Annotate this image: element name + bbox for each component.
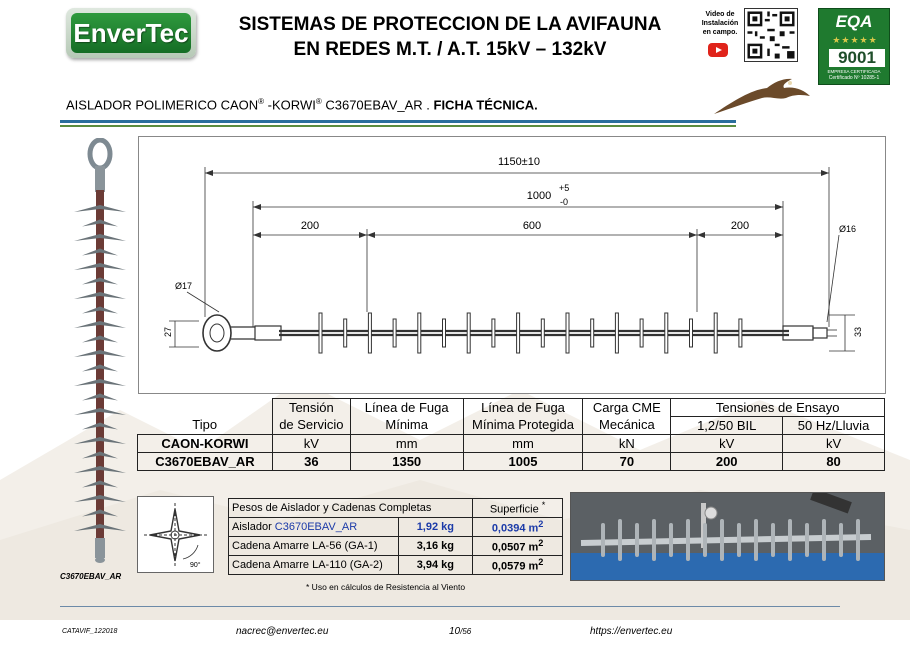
registered-mark: ® bbox=[315, 97, 322, 106]
photo-shed bbox=[652, 519, 656, 561]
drawing-shed bbox=[690, 319, 693, 347]
document-code: CATAVIF_122018 bbox=[62, 628, 118, 635]
table-cell: 1,92 kg bbox=[398, 518, 473, 537]
photo-shed bbox=[669, 523, 673, 557]
table-cell bbox=[473, 556, 563, 575]
insulator-photo bbox=[60, 138, 140, 568]
insulator-caption: C3670EBAV_AR bbox=[60, 572, 122, 581]
table-row bbox=[138, 399, 885, 417]
table-cell: Mínima Protegida bbox=[463, 417, 583, 435]
photo-shed bbox=[856, 519, 860, 561]
drawing-shed bbox=[739, 319, 742, 347]
drawing-shed bbox=[566, 313, 569, 353]
drawing-shed bbox=[517, 313, 520, 353]
drawing-shed bbox=[665, 313, 668, 353]
test-photo bbox=[570, 492, 885, 581]
table-cell bbox=[473, 518, 563, 537]
photo-shed bbox=[788, 519, 792, 561]
dim-overall: 1150±10 bbox=[498, 156, 540, 168]
table-cell: CAON-KORWI bbox=[138, 435, 273, 453]
contact-email[interactable]: nacrec@envertec.eu bbox=[236, 626, 329, 637]
table-cell: Tipo bbox=[138, 417, 273, 435]
table-cell: kV bbox=[272, 435, 350, 453]
drawing-shed bbox=[541, 319, 544, 347]
dim-mid-seg: 600 bbox=[522, 220, 542, 232]
cert-number: Certificado Nº 10285-1 bbox=[828, 75, 880, 81]
table-row bbox=[229, 537, 563, 556]
registered-mark: ® bbox=[258, 97, 265, 106]
cross-section-drawing bbox=[137, 496, 214, 573]
header-rule-green bbox=[60, 125, 736, 127]
table-cell: Tensión bbox=[272, 399, 350, 417]
table-cell: 70 bbox=[583, 453, 671, 471]
table-cell: 3,16 kg bbox=[398, 537, 473, 556]
eqa-brand: EQA bbox=[835, 12, 873, 31]
surface-exponent: 2 bbox=[538, 538, 544, 549]
angle-label: 90° bbox=[190, 562, 201, 569]
table-cell: kV bbox=[783, 435, 885, 453]
envertec-logo bbox=[66, 8, 196, 58]
photo-shed bbox=[720, 519, 724, 561]
photo-shed bbox=[737, 523, 741, 557]
photo-shed bbox=[686, 519, 690, 561]
table-row bbox=[138, 435, 885, 453]
eagle-icon bbox=[712, 76, 812, 116]
row-label-code: C3670EBAV_AR bbox=[274, 521, 358, 533]
table-cell: mm bbox=[350, 435, 463, 453]
table-cell: 80 bbox=[783, 453, 885, 471]
table-cell: Mecánica bbox=[583, 417, 671, 435]
asterisk-mark: * bbox=[541, 500, 546, 511]
dim-inner: 1000 bbox=[526, 190, 552, 202]
table-cell: 200 bbox=[671, 453, 783, 471]
table-cell: Línea de Fuga bbox=[350, 399, 463, 417]
table-cell bbox=[473, 537, 563, 556]
drawing-shed bbox=[443, 319, 446, 347]
surface-exponent: 2 bbox=[538, 557, 544, 568]
drawing-shed bbox=[640, 319, 643, 347]
page-title bbox=[230, 12, 670, 62]
iso-certification-badge bbox=[818, 8, 890, 85]
surface-exponent: 2 bbox=[538, 519, 544, 530]
dim-inner-tol-minus: -0 bbox=[560, 197, 569, 207]
stars-icon: ★★★★★ bbox=[832, 35, 878, 45]
photo-shed bbox=[635, 523, 639, 557]
photo-shed bbox=[771, 523, 775, 557]
surface-value: 0,0507 m bbox=[491, 541, 539, 554]
drawing-shed bbox=[393, 319, 396, 347]
dim-left-seg: 200 bbox=[300, 220, 320, 232]
dim-inner-tol-plus: +5 bbox=[559, 183, 570, 193]
drawing-shed bbox=[591, 319, 594, 347]
page-total: /56 bbox=[460, 627, 472, 636]
video-label-line-1: Video de bbox=[705, 11, 735, 18]
photo-shed bbox=[805, 523, 809, 557]
subtitle-model: C3670EBAV_AR . bbox=[321, 97, 434, 113]
table-cell: kV bbox=[671, 435, 783, 453]
cert-sub: EMPRESA CERTIFICADA bbox=[827, 69, 881, 74]
photo-shed bbox=[703, 523, 707, 557]
title-line-1: SISTEMAS DE PROTECCION DE LA AVIFAUNA bbox=[238, 14, 662, 35]
table-cell: 36 bbox=[272, 453, 350, 471]
page-current: 10 bbox=[449, 626, 461, 637]
photo-shed bbox=[822, 519, 826, 561]
drawing-shed bbox=[344, 319, 347, 347]
row-label: Aislador bbox=[232, 521, 275, 533]
footnote-mark: * bbox=[306, 582, 310, 592]
video-label-line-3: en campo. bbox=[702, 29, 738, 36]
table-cell: kN bbox=[583, 435, 671, 453]
subtitle-brand: -KORWI bbox=[264, 97, 316, 113]
video-label bbox=[698, 10, 742, 37]
footer-rule bbox=[60, 606, 840, 607]
table-cell: 1,2/50 BIL bbox=[671, 417, 783, 435]
dim-eye-height: 27 bbox=[163, 326, 173, 337]
youtube-icon[interactable] bbox=[708, 43, 728, 57]
table-cell: Cadena Amarre LA-110 (GA-2) bbox=[229, 556, 399, 575]
video-label-line-2: Instalación bbox=[701, 20, 739, 27]
drawing-svg bbox=[139, 137, 885, 393]
table-cell: 1350 bbox=[350, 453, 463, 471]
table-row bbox=[229, 499, 563, 518]
drawing-shed bbox=[319, 313, 322, 353]
subtitle-product: AISLADOR POLIMERICO CAON bbox=[66, 97, 259, 113]
table-cell: mm bbox=[463, 435, 583, 453]
website-link[interactable]: https://envertec.eu bbox=[590, 626, 673, 637]
table-cell: Línea de Fuga bbox=[463, 399, 583, 417]
surface-header: Superficie bbox=[489, 503, 539, 516]
qr-code-icon[interactable] bbox=[744, 8, 798, 62]
technical-drawing bbox=[138, 136, 886, 394]
logo-text: EnverTec bbox=[71, 13, 191, 53]
photo-shed bbox=[839, 523, 843, 557]
dim-eye-diameter: Ø17 bbox=[175, 281, 193, 291]
table-cell bbox=[473, 499, 563, 518]
iso-number: 9001 bbox=[829, 49, 885, 67]
drawing-shed bbox=[368, 313, 371, 353]
photo-shed bbox=[754, 519, 758, 561]
table-cell: Tensiones de Ensayo bbox=[671, 399, 885, 417]
table-row bbox=[138, 453, 885, 471]
dim-end-height: 33 bbox=[853, 326, 863, 337]
table-cell: Mínima bbox=[350, 417, 463, 435]
table-cell: de Servicio bbox=[272, 417, 350, 435]
table-row bbox=[229, 518, 563, 537]
table-cell: 3,94 kg bbox=[398, 556, 473, 575]
table-cell: Carga CME bbox=[583, 399, 671, 417]
spec-table bbox=[137, 398, 885, 471]
document-subtitle bbox=[66, 97, 538, 112]
dim-right-seg: 200 bbox=[730, 220, 750, 232]
table-row bbox=[138, 417, 885, 435]
table-cell bbox=[138, 399, 273, 417]
page-number bbox=[449, 626, 471, 637]
drawing-shed bbox=[615, 313, 618, 353]
surface-value: 0,0579 m bbox=[491, 560, 539, 573]
table-cell: 50 Hz/Lluvia bbox=[783, 417, 885, 435]
header-rule-blue bbox=[60, 120, 736, 123]
table-cell: 1005 bbox=[463, 453, 583, 471]
weights-table bbox=[228, 498, 563, 575]
table-cell: Cadena Amarre LA-56 (GA-1) bbox=[229, 537, 399, 556]
drawing-shed bbox=[467, 313, 470, 353]
table-cell bbox=[229, 518, 399, 537]
table-row bbox=[229, 556, 563, 575]
footnote-text: Uso en cálculos de Resistencia al Viento bbox=[309, 582, 466, 592]
title-line-2: EN REDES M.T. / A.T. 15kV – 132kV bbox=[293, 39, 607, 60]
drawing-shed bbox=[714, 313, 717, 353]
footnote bbox=[306, 582, 465, 592]
drawing-shed bbox=[418, 313, 421, 353]
table-cell: Pesos de Aislador y Cadenas Completas bbox=[229, 499, 473, 518]
photo-shed bbox=[618, 519, 622, 561]
drawing-shed bbox=[492, 319, 495, 347]
surface-value: 0,0394 m bbox=[491, 522, 539, 535]
table-cell: C3670EBAV_AR bbox=[138, 453, 273, 471]
subtitle-doc-type: FICHA TÉCNICA. bbox=[433, 97, 538, 113]
dim-rod-diameter: Ø16 bbox=[839, 224, 857, 234]
photo-shed bbox=[601, 523, 605, 557]
